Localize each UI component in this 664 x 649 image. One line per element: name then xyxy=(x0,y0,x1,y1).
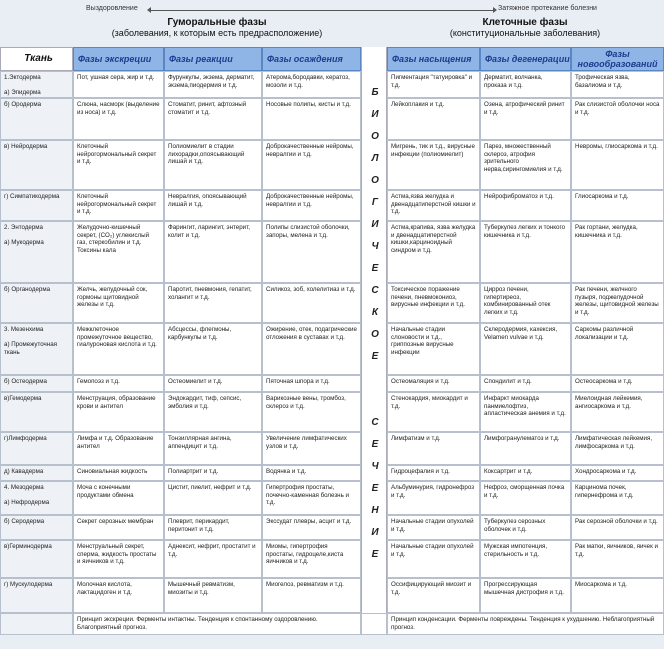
phase-cell-c6: Остеосаркома и т.д. xyxy=(571,375,664,392)
phase-cell-c6: Миосаркома и т.д. xyxy=(571,578,664,613)
bio-letter: Е xyxy=(371,439,379,450)
bio-letter: О xyxy=(371,131,379,142)
bio-letter: С xyxy=(371,417,379,428)
phase-cell-c1: Секрет серозных мембран xyxy=(73,515,164,540)
phase-cell-c3: Ожирение, отек, подагрические отложения в суставах и т.д. xyxy=(262,323,361,375)
phase-cell-c2: Полиартрит и т.д. xyxy=(164,465,262,481)
tissue-cell: в)Герминодерма xyxy=(0,540,73,578)
footer-tissue-spacer xyxy=(0,613,73,635)
phase-cell-c5: Нейрофиброматоз и т.д. xyxy=(480,190,571,221)
bio-letter: Е xyxy=(371,263,379,274)
table-row xyxy=(0,375,664,392)
bio-letter: Б xyxy=(371,87,379,98)
phase-cell-c6: Карцинома почек, гипернефрома и т.д. xyxy=(571,481,664,515)
phase-cell-c4: Остеомаляция и т.д. xyxy=(387,375,480,392)
cellular-subtitle: (конституциональные заболевания) xyxy=(449,28,601,38)
phase-cell-c2: Остеомиелит и т.д. xyxy=(164,375,262,392)
phase-cell-c5: Цирроз печени, гипертиреоз, комбинированный отек легких и т.д. xyxy=(480,283,571,323)
phase-cell-c5: Туберкулез серозных оболочек и т.д. xyxy=(480,515,571,540)
tissue-cell: 4. Мезодерма а) Нефродерма xyxy=(0,481,73,515)
phase-cell-c5: Коксартрит и т.д. xyxy=(480,465,571,481)
double-arrow-icon xyxy=(150,10,494,11)
header-excretion: Фазы экскреции xyxy=(73,47,164,71)
bio-letter: К xyxy=(371,307,379,318)
phase-cell-c4: Мигрень, тик и т.д., вирусные инфекции (полиомиелит) xyxy=(387,140,480,190)
phase-cell-c3: Увеличение лимфатических узлов и т.д. xyxy=(262,432,361,465)
phase-cell-c1: Клеточный нейрогормональный секрет и т.д. xyxy=(73,140,164,190)
tissue-cell: 1.Эктодерма а) Эпидерма xyxy=(0,71,73,98)
phase-cell-c6: Миелоидная лейкемия, ангиосаркома и т.д. xyxy=(571,392,664,432)
phase-cell-c6: Хондросаркома и т.д. xyxy=(571,465,664,481)
tissue-cell: б) Серодерма xyxy=(0,515,73,540)
phase-cell-c3: Миогелоз, ревматизм и т.д. xyxy=(262,578,361,613)
phase-cell-c6: Рак слизистой оболочки носа и т.д. xyxy=(571,98,664,140)
phase-cell-c1: Слюна, насморк (выделение из носа) и т.д. xyxy=(73,98,164,140)
bio-letter: Ч xyxy=(371,241,379,252)
tissue-cell: в)Гемодерма xyxy=(0,392,73,432)
phase-cell-c2: Стоматит, ринит, афтозный стоматит и т.д. xyxy=(164,98,262,140)
table-row xyxy=(0,283,664,323)
progression-bar xyxy=(0,2,664,16)
phase-cell-c6: Глиосаркома и т.д. xyxy=(571,190,664,221)
phase-cell-c4: Оссифицирующий миозит и т.д. xyxy=(387,578,480,613)
phase-cell-c3: Варикозные вены, тромбоз, склероз и т.д. xyxy=(262,392,361,432)
header-deposition: Фазы осаждения xyxy=(262,47,361,71)
phase-cell-c2: Фурункулы, экзема, дерматит, экзема,пиодермия и т.д. xyxy=(164,71,262,98)
phase-cell-c2: Аднексит, нефрит, простатит и т.д. xyxy=(164,540,262,578)
cellular-phases-title xyxy=(387,17,663,45)
bio-letter: Е xyxy=(371,483,379,494)
table-row xyxy=(0,432,664,465)
phase-cell-c1: Лимфа и т.д. Образование антител xyxy=(73,432,164,465)
footer-cellular: Принцип конденсации. Ферменты повреждены. Тенденция к ухудшению. Неблагоприятный прогноз. xyxy=(387,613,664,635)
phase-cell-c4: Лимфатизм и т.д. xyxy=(387,432,480,465)
phase-cell-c3: Носовые полипы, кисты и т.д. xyxy=(262,98,361,140)
phase-cell-c5: Дерматит, волчанка, проказа и т.д. xyxy=(480,71,571,98)
phase-cell-c2: Невралгия, опоясывающий лишай и т.д. xyxy=(164,190,262,221)
phase-cell-c1: Менструальный секрет, сперма, жидкость простаты и яичников и т.д. xyxy=(73,540,164,578)
bio-letter: Ч xyxy=(371,461,379,472)
phase-cell-c3: Силикоз, зоб, холелитиаз и т.д. xyxy=(262,283,361,323)
phase-cell-c5: Озена, атрофический ринит и т.д. xyxy=(480,98,571,140)
table-row xyxy=(0,221,664,283)
phase-cell-c2: Цистит, пиелит, нефрит и т.д. xyxy=(164,481,262,515)
phase-cell-c5: Инфаркт миокарда панмиелофтиз, апластическая анемия и т.д. xyxy=(480,392,571,432)
phase-cell-c4: Начальные стадии слоновости и т.д., гриппозные вирусные инфекции xyxy=(387,323,480,375)
phase-cell-c3: Доброкачественные нейромы, невралгии и т.д. xyxy=(262,190,361,221)
header-neoplasm: Фазы новообразований xyxy=(571,47,664,71)
phase-cell-c2: Абсцессы, флегмоны, карбункулы и т.д. xyxy=(164,323,262,375)
phase-cell-c4: Лейкоплакия и т.д. xyxy=(387,98,480,140)
table-row xyxy=(0,323,664,375)
table-row xyxy=(0,71,664,98)
bio-letter: И xyxy=(371,109,379,120)
phase-cell-c5: Туберкулез легких и тонкого кишечника и т.д. xyxy=(480,221,571,283)
bio-letter: И xyxy=(371,219,379,230)
phase-cell-c1: Клеточный нейрогормональный секрет и т.д. xyxy=(73,190,164,221)
table-row xyxy=(0,481,664,515)
phase-cell-c4: Гидроцефалия и т.д. xyxy=(387,465,480,481)
phase-cell-c3: Доброкачественные нейромы, невралгии и т.д. xyxy=(262,140,361,190)
tissue-cell: г) Симпатикодерма xyxy=(0,190,73,221)
phase-cell-c6: Рак серозной оболочки и т.д. xyxy=(571,515,664,540)
phase-cell-c4: Астма,крапива, язва желудка и двенадцатиперстной кишки,карциноидный синдром и т.д. xyxy=(387,221,480,283)
bio-letter: О xyxy=(371,175,379,186)
phase-cell-c2: Эндокардит, тиф, сепсис, эмболия и т.д. xyxy=(164,392,262,432)
tissue-cell: 3. Мезенхима а) Промежуточная ткань xyxy=(0,323,73,375)
phase-cell-c1: Желудочно-кишечный секрет, (CO₂) углекислый газ, стеркобилин и т.д. Токсины кала xyxy=(73,221,164,283)
phase-cell-c5: Лимфогранулематоз и т.д. xyxy=(480,432,571,465)
phase-cell-c3: Пяточная шпора и т.д. xyxy=(262,375,361,392)
bio-letter: О xyxy=(371,329,379,340)
phase-cell-c4: Альбуминурия, гидронефроз и т.д. xyxy=(387,481,480,515)
phase-cell-c6: Саркомы различной локализации и т.д. xyxy=(571,323,664,375)
phase-cell-c5: Прогрессирующая мышечная дистрофия и т.д. xyxy=(480,578,571,613)
phase-cell-c4: Начальные стадии опухолей и т.д. xyxy=(387,540,480,578)
humoral-phases-title xyxy=(73,17,361,45)
phase-cell-c1: Моча с конечными продуктами обмена xyxy=(73,481,164,515)
table-row xyxy=(0,515,664,540)
phase-cell-c6: Трофическая язва, базалиома и т.д. xyxy=(571,71,664,98)
phase-cell-c4: Начальные стадии опухолей и т.д. xyxy=(387,515,480,540)
header-reaction: Фазы реакции xyxy=(164,47,262,71)
bio-letter: С xyxy=(371,285,379,296)
table-row xyxy=(0,578,664,613)
tissue-cell: г) Мускулодерма xyxy=(0,578,73,613)
bio-letter: Л xyxy=(371,153,379,164)
tissue-cell: б) Органодерма xyxy=(0,283,73,323)
phase-cell-c6: Лимфатическая лейкемия, лимфосаркома и т.д. xyxy=(571,432,664,465)
header-tissue: Ткань xyxy=(0,47,73,71)
table-row xyxy=(0,190,664,221)
header-saturation: Фазы насыщения xyxy=(387,47,480,71)
chronic-label: Затяжное протекание болезни xyxy=(498,5,597,12)
phase-cell-c4: Пигментация "татуировка" и т.д. xyxy=(387,71,480,98)
humoral-subtitle: (заболевания, к которым есть предрасположение) xyxy=(111,28,323,38)
phase-cell-c1: Межклеточное промежуточное вещество, гиалуроновая кислота и т.д. xyxy=(73,323,164,375)
phase-cell-c6: Невромы, глиосаркома и т.д. xyxy=(571,140,664,190)
tissue-cell: в) Нейродерма xyxy=(0,140,73,190)
phase-cell-c5: Спондилит и т.д. xyxy=(480,375,571,392)
phase-cell-c3: Гипертрофия простаты, почечно-каменная болезнь и т.д. xyxy=(262,481,361,515)
tissue-cell: б) Остеодерма xyxy=(0,375,73,392)
phase-cell-c6: Рак печени, желчного пузыря, поджелудочной железы, щитовидной железы и т.д. xyxy=(571,283,664,323)
bio-letter: Н xyxy=(371,505,379,516)
tissue-cell: д) Кавадерма xyxy=(0,465,73,481)
cellular-title: Клеточные фазы xyxy=(482,17,568,28)
phase-cell-c1: Менструация, образование крови и антител xyxy=(73,392,164,432)
phase-cell-c2: Фарингит, ларингит, энтерит, колит и т.д. xyxy=(164,221,262,283)
tissue-cell: 2. Энтодерма а) Мукодерма xyxy=(0,221,73,283)
phase-cell-c2: Плеврит, перикардит, перитонит и т.д. xyxy=(164,515,262,540)
table-row xyxy=(0,98,664,140)
phase-cell-c3: Водянка и т.д. xyxy=(262,465,361,481)
phase-cell-c2: Полиомиелит в стадии лихорадки,опоясывающий лишай и т.д. xyxy=(164,140,262,190)
phase-cell-c4: Токсическое поражение печени, пневмокониоз, вирусные инфекции и т.д. xyxy=(387,283,480,323)
phase-cell-c5: Нефроз, сморщенная почка и т.д. xyxy=(480,481,571,515)
phase-cell-c6: Рак гортани, желудка, кишечника и т.д. xyxy=(571,221,664,283)
humoral-title: Гуморальные фазы xyxy=(167,17,267,28)
phase-cell-c3: Полипы слизистой оболочки, запоры, мелена и т.д. xyxy=(262,221,361,283)
table-row xyxy=(0,140,664,190)
phase-cell-c2: Паротит, пневмония, гепатит, холангит и т.д. xyxy=(164,283,262,323)
footer-humoral: Принцип экскреции. Ферменты интактны. Тенденция к спонтанному оздоровлению. Благоприятный прогноз. xyxy=(73,613,361,635)
bio-letter: Г xyxy=(371,197,379,208)
table-row xyxy=(0,465,664,481)
footer-bio-spacer xyxy=(361,613,387,635)
phase-cell-c1: Пот, ушная сера, жир и т.д. xyxy=(73,71,164,98)
tissue-cell: г)Лимфодерма xyxy=(0,432,73,465)
phase-cell-c3: Атерома,бородавки, кератоз, мозоли и т.д. xyxy=(262,71,361,98)
phase-cell-c5: Парез, множественный склероз, атрофия зрительного нерва,сирингомиелия и т.д. xyxy=(480,140,571,190)
phase-cell-c6: Рак матки, яичников, яичек и т.д. xyxy=(571,540,664,578)
table-row xyxy=(0,540,664,578)
header-degeneration: Фазы дегенерации xyxy=(480,47,571,71)
tissue-cell: б) Ородерма xyxy=(0,98,73,140)
phase-cell-c2: Мышечный ревматизм, миозиты и т.д. xyxy=(164,578,262,613)
phase-cell-c4: Астма,язва желудка и двенадцатиперстной кишки и т.д. xyxy=(387,190,480,221)
phase-cell-c3: Экссудат плевры, асцит и т.д. xyxy=(262,515,361,540)
phase-cell-c1: Желчь, желудочный сок, гормоны щитовидной железы и т.д. xyxy=(73,283,164,323)
table-row xyxy=(0,392,664,432)
phase-cell-c1: Гемопоэз и т.д. xyxy=(73,375,164,392)
bio-letter: Е xyxy=(371,549,379,560)
phase-cell-c1: Синовиальная жидкость xyxy=(73,465,164,481)
bio-letter: Е xyxy=(371,351,379,362)
phase-cell-c3: Миомы, гипертрофия простаты, гидроцеле,киста яичников и т.д. xyxy=(262,540,361,578)
phase-cell-c4: Стенокардия, миокардит и т.д. xyxy=(387,392,480,432)
phase-cell-c1: Молочная кислота, лактацидоген и т.д. xyxy=(73,578,164,613)
recovery-label: Выздоровление xyxy=(86,5,138,12)
phase-cell-c5: Мужская импотенция, стерильность и т.д. xyxy=(480,540,571,578)
phase-cell-c5: Склеродермия, кахексия, Velamen vulvae и т.д. xyxy=(480,323,571,375)
bio-letter: И xyxy=(371,527,379,538)
phase-cell-c2: Тонзиллярная ангина, аппендицит и т.д. xyxy=(164,432,262,465)
